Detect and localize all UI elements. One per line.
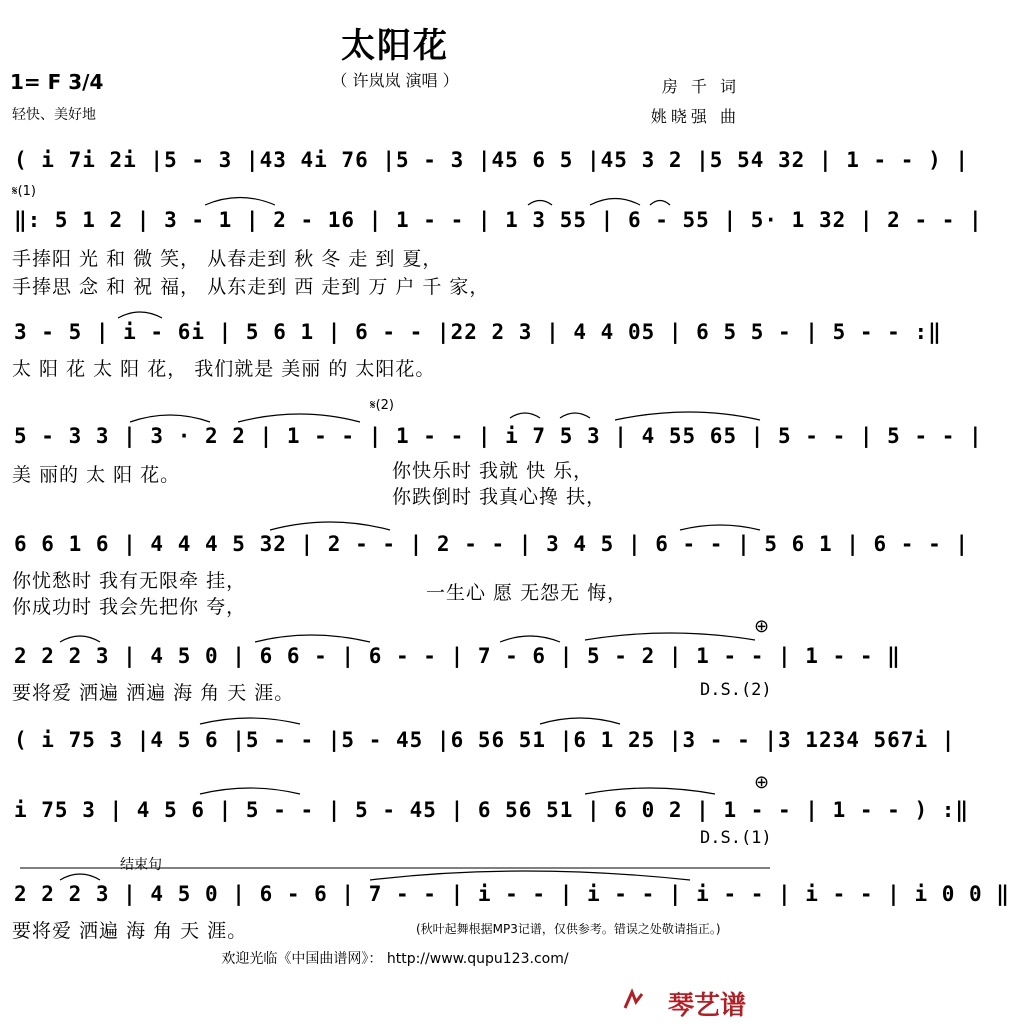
composer-credit: 姚晓强 曲 <box>650 107 740 126</box>
score-row-8: 2 2 2 3 | 4 5 0 | 6 - 6 | 7 - - | i - - | i - - | i - - | i - - | i 0 0 ‖ <box>14 882 1010 906</box>
lyric-row-2: 太 阳 花 太 阳 花， 我们就是 美丽 的 太阳花。 <box>12 358 436 380</box>
lyric-row-3a: 美 丽的 太 阳 花。 <box>12 464 181 486</box>
ds-2-mark: D.S.(2) <box>700 680 772 700</box>
score-row-4: 6 6 1 6 | 4 4 4 5 32 | 2 - - | 2 - - | 3 4 5 | 6 - - | 5 6 1 | 6 - - | <box>14 532 970 556</box>
lyric-row-3c: 你跌倒时 我真心搀 扶， <box>392 486 607 508</box>
segno-2-mark: 𝄋(2) <box>370 398 395 413</box>
lyric-row-1a: 手捧阳 光 和 微 笑， 从春走到 秋 冬 走 到 夏， <box>12 248 443 270</box>
coda-icon: ⊕ <box>754 772 770 793</box>
site-footer: 欢迎光临《中国曲谱网》： http://www.qupu123.com/ <box>221 951 569 967</box>
score-row-3: 5 - 3 3 | 3 · 2 2 | 1 - - | 1 - - | i 7 5 3 | 4 55 65 | 5 - - | 5 - - | <box>14 424 983 448</box>
ds-1-mark: D.S.(1) <box>700 828 772 848</box>
score-row-2: 3 - 5 | i - 6i | 5 6 1 | 6 - - |22 2 3 | 4 4 05 | 6 5 5 - | 5 - - :‖ <box>14 320 942 344</box>
lyric-row-4c: 一生心 愿 无怨无 悔， <box>426 582 628 604</box>
lyric-row-1b: 手捧思 念 和 祝 福， 从东走到 西 走到 万 户 千 家， <box>12 276 490 298</box>
lyricist-credit: 房 千 词 <box>661 77 740 96</box>
score-row-intro: ( i 7i 2i |5 - 3 |43 4i 76 |5 - 3 |45 6 5 |45 3 2 |5 54 32 | 1 - - ) | <box>14 148 970 172</box>
score-row-6: ( i 75 3 |4 5 6 |5 - - |5 - 45 |6 56 51 |6 1 25 |3 - - |3 1234 567i | <box>14 728 956 752</box>
lyric-row-5: 要将爱 洒遍 洒遍 海 角 天 涯。 <box>12 682 295 704</box>
lyric-row-8: 要将爱 洒遍 海 角 天 涯。 <box>12 920 248 942</box>
ending-label: 结束句 <box>120 857 162 873</box>
lyric-row-4b: 你成功时 我会先把你 夸， <box>12 596 247 618</box>
key-signature: 1= F 3/4 <box>10 70 104 94</box>
transcriber-note: (秋叶起舞根据MP3记谱，仅供参考。错误之处敬请指正。) <box>416 922 721 936</box>
logo-icon <box>622 988 648 1014</box>
score-row-1: ‖: 5 1 2 | 3 - 1 | 2 - 16 | 1 - - | 1 3 55 | 6 - 55 | 5· 1 32 | 2 - - | <box>14 208 983 232</box>
singer-credit: （ 许岚岚 演唱 ） <box>331 71 459 90</box>
lyric-row-3b: 你快乐时 我就 快 乐， <box>392 460 594 482</box>
score-row-5: 2 2 2 3 | 4 5 0 | 6 6 - | 6 - - | 7 - 6 | 5 - 2 | 1 - - | 1 - - ‖ <box>14 644 901 668</box>
site-logo: 琴艺谱 <box>667 991 746 1021</box>
song-title: 太阳花 <box>341 26 449 66</box>
coda-icon: ⊕ <box>754 616 770 637</box>
lyric-row-4a: 你忧愁时 我有无限牵 挂， <box>12 570 247 592</box>
tempo-marking: 轻快、美好地 <box>12 107 96 123</box>
segno-1-mark: 𝄋(1) <box>12 184 37 199</box>
score-row-7: i 75 3 | 4 5 6 | 5 - - | 5 - 45 | 6 56 51 | 6 0 2 | 1 - - | 1 - - ) :‖ <box>14 798 970 822</box>
